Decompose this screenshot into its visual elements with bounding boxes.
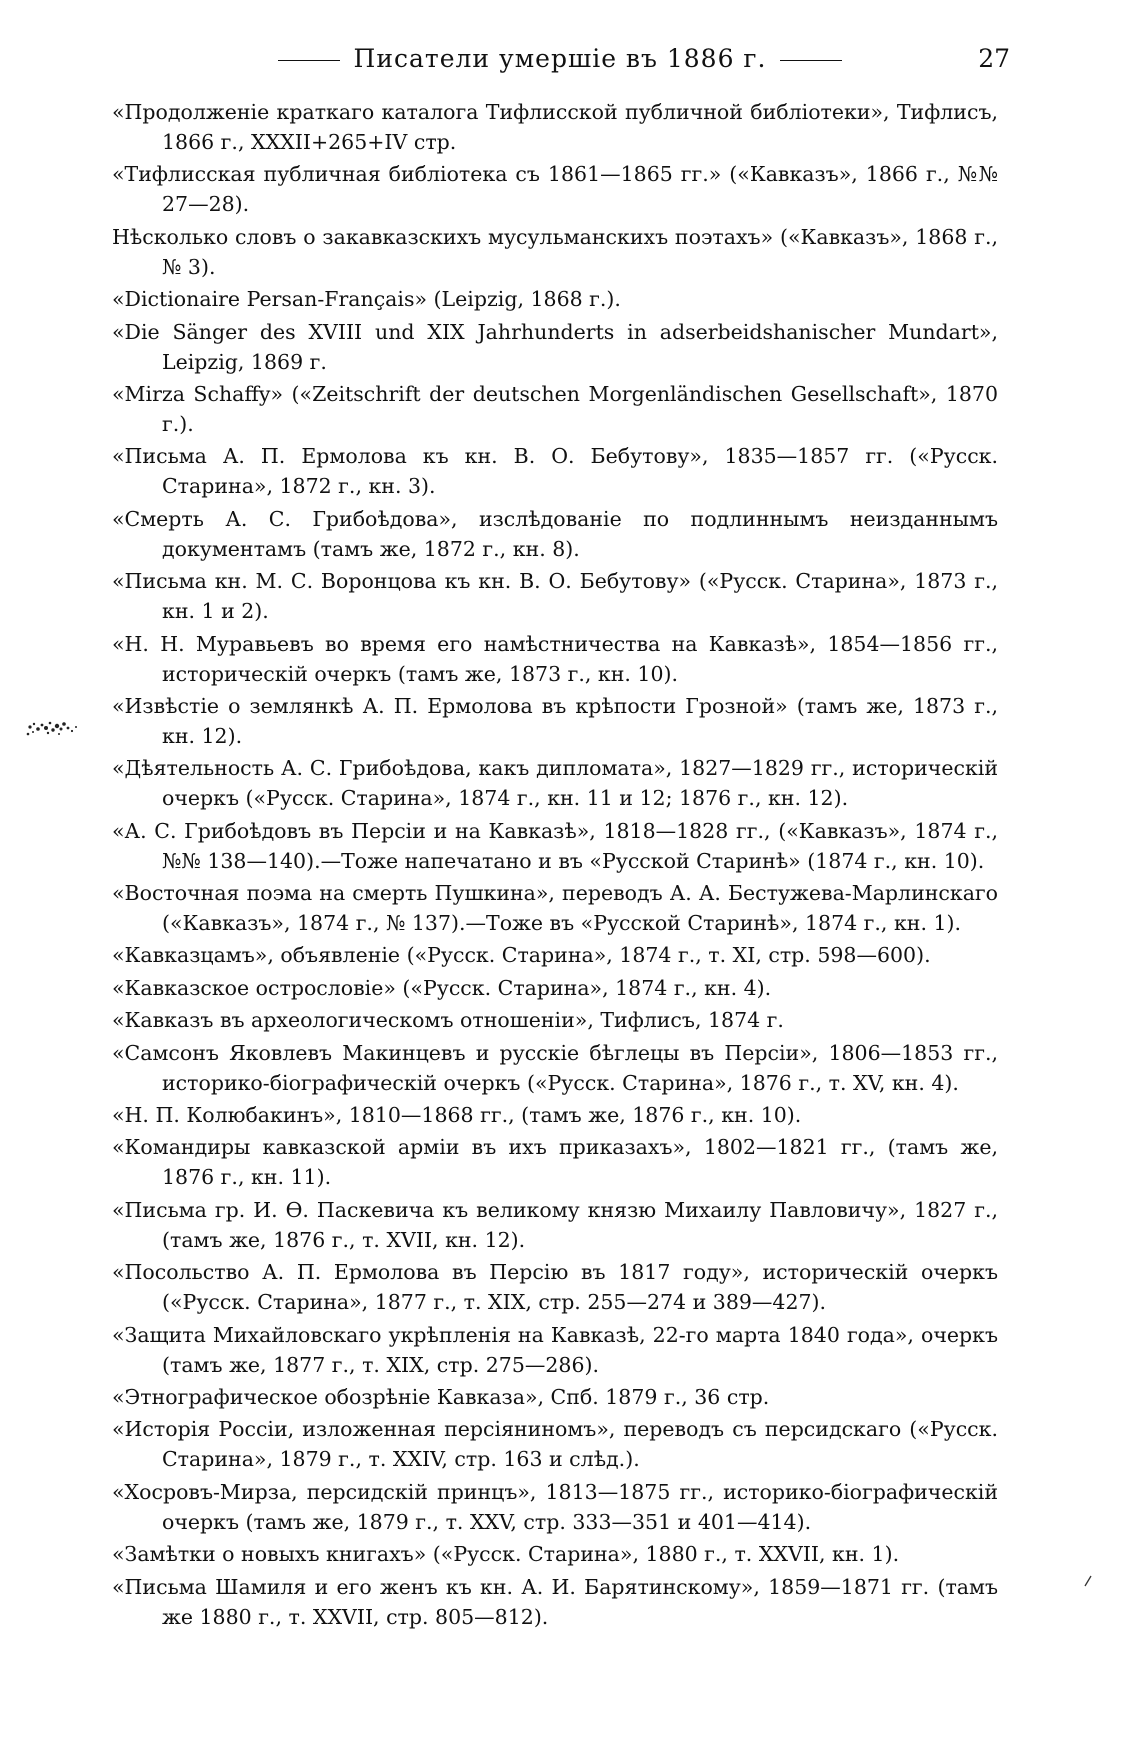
bibliography-entry: «Восточная поэма на смерть Пушкина», переводъ А. А. Бестужева-Марлинскаго («Кавказъ», 1874 г., № 137).—Тоже въ «Русской Старинѣ», 1874 г., кн. 1).	[112, 881, 998, 936]
bibliography-entry: «Die Sänger des XVIII und XIX Jahrhunderts in adserbeidshanischer Mundart», Leipzig, 1869 г.	[112, 319, 998, 374]
running-title-text: Писатели умершіе въ 1886 г.	[353, 44, 767, 73]
bibliography-list	[112, 97, 998, 1634]
bibliography-entry: «Письма Шамиля и его женъ къ кн. А. И. Барятинскому», 1859—1871 гг. (тамъ же 1880 г., т. XXVII, стр. 805—812).	[112, 1574, 998, 1629]
bibliography-entry: «Кавказское острословіе» («Русск. Старина», 1874 г., кн. 4).	[112, 975, 772, 1000]
bibliography-entry: «Кавказцамъ», объявленіе («Русск. Старина», 1874 г., т. XI, стр. 598—600).	[112, 943, 931, 968]
bibliography-entry: «Защита Михайловскаго укрѣпленія на Кавказѣ, 22-го марта 1840 года», очеркъ (тамъ же, 1877 г., т. XIX, стр. 275—286).	[112, 1322, 998, 1377]
page-number: 27	[978, 44, 1010, 73]
bibliography-entry: «Командиры кавказской арміи въ ихъ приказахъ», 1802—1821 гг., (тамъ же, 1876 г., кн. 11).	[112, 1135, 998, 1190]
stray-pen-mark	[1083, 1575, 1093, 1587]
running-title	[110, 44, 1010, 73]
left-rule	[278, 60, 340, 61]
bibliography-entry: «Хосровъ-Мирза, персидскій принцъ», 1813—1875 гг., историко-біографическій очеркъ (тамъ же, 1879 г., т. XXV, стр. 333—351 и 401—414).	[112, 1479, 998, 1534]
bibliography-entry: «Кавказъ въ археологическомъ отношеніи», Тифлисъ, 1874 г.	[112, 1008, 784, 1033]
bibliography-entry: Нѣсколько словъ о закавказскихъ мусульманскихъ поэтахъ» («Кавказъ», 1868 г., № 3).	[112, 224, 998, 279]
bibliography-entry: «Исторія Россіи, изложенная персіяниномъ», переводъ съ персидскаго («Русск. Старина», 1879 г., т. XXIV, стр. 163 и слѣд.).	[112, 1417, 998, 1472]
bibliography-entry: «Письма кн. М. С. Воронцова къ кн. В. О. Бебутову» («Русск. Старина», 1873 г., кн. 1 и 2).	[112, 569, 998, 624]
bibliography-entry: «Смерть А. С. Грибоѣдова», изслѣдованіе по подлиннымъ неизданнымъ документамъ (тамъ же, 1872 г., кн. 8).	[112, 506, 998, 561]
bibliography-entry: «А. С. Грибоѣдовъ въ Персіи и на Кавказѣ», 1818—1828 гг., («Кавказъ», 1874 г., №№ 138—140).—Тоже напечатано и въ «Русской Старинѣ» (1874 г., кн. 10).	[112, 818, 998, 873]
bibliography-entry: «Извѣстіе о землянкѣ А. П. Ермолова въ крѣпости Грозной» (тамъ же, 1873 г., кн. 12).	[112, 693, 998, 748]
bibliography-entry: «Н. П. Колюбакинъ», 1810—1868 гг., (тамъ же, 1876 г., кн. 10).	[112, 1103, 802, 1128]
page-header	[110, 44, 1010, 84]
bibliography-entry: «Тифлисская публичная библіотека съ 1861—1865 гг.» («Кавказъ», 1866 г., №№ 27—28).	[112, 162, 998, 217]
bibliography-entry: «Mirza Schaffy» («Zeitschrift der deutschen Morgenländischen Gesellschaft», 1870 г.).	[112, 381, 998, 436]
ink-smudge-mark	[24, 717, 82, 739]
bibliography-entry: «Dictionaire Persan-Français» (Leipzig, 1868 г.).	[112, 287, 621, 312]
bibliography-entry: «Дѣятельность А. С. Грибоѣдова, какъ дипломата», 1827—1829 гг., историческій очеркъ («Русск. Старина», 1874 г., кн. 11 и 12; 1876 г., кн. 12).	[112, 756, 998, 811]
bibliography-entry: «Замѣтки о новыхъ книгахъ» («Русск. Старина», 1880 г., т. XXVII, кн. 1).	[112, 1542, 900, 1567]
bibliography-entry: «Продолженіе краткаго каталога Тифлисской публичной библіотеки», Тифлисъ, 1866 г., XXXII+265+IV стр.	[112, 100, 998, 154]
bibliography-entry: «Этнографическое обозрѣніе Кавказа», Спб. 1879 г., 36 стр.	[112, 1384, 770, 1409]
bibliography-entry: «Самсонъ Яковлевъ Макинцевъ и русскіе бѣглецы въ Персіи», 1806—1853 гг., историко-біографическій очеркъ («Русск. Старина», 1876 г., т. XV, кн. 4).	[112, 1040, 998, 1095]
bibliography-entry: «Н. Н. Муравьевъ во время его намѣстничества на Кавказѣ», 1854—1856 гг., историческій очеркъ (тамъ же, 1873 г., кн. 10).	[112, 631, 998, 686]
bibliography-entry: «Письма гр. И. Ѳ. Паскевича къ великому князю Михаилу Павловичу», 1827 г., (тамъ же, 1876 г., т. XVII, кн. 12).	[112, 1197, 998, 1252]
right-rule	[780, 60, 842, 61]
bibliography-entry: «Письма А. П. Ермолова къ кн. В. О. Бебутову», 1835—1857 гг. («Русск. Старина», 1872 г., кн. 3).	[112, 444, 998, 499]
bibliography-entry: «Посольство А. П. Ермолова въ Персію въ 1817 году», историческій очеркъ («Русск. Старина», 1877 г., т. XIX, стр. 255—274 и 389—427).	[112, 1260, 998, 1315]
